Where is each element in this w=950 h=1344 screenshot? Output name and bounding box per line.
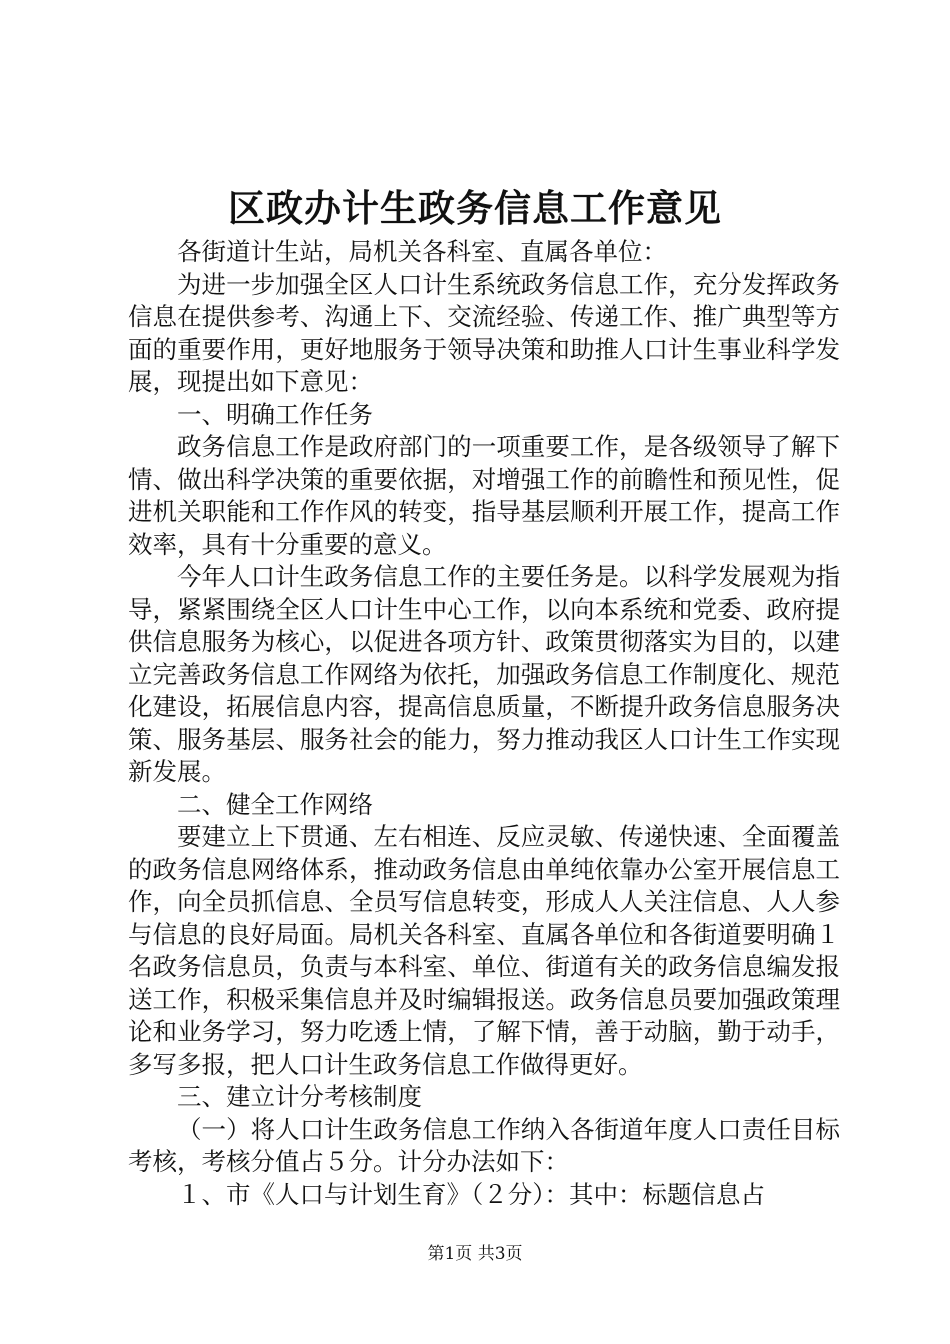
- salutation: 各街道计生站，局机关各科室、直属各单位：: [177, 237, 667, 266]
- section-2-paragraph-1: 要建立上下贯通、左右相连、反应灵敏、传递快速、全面覆盖的政务信息网络体系，推动政务信息由单纯依靠办公室开展信息工作，向全员抓信息、全员写信息转变，形成人人关注信息、人人参与信息的良好局面。局机关各科室、直属各单位和各街道要明确１名政务信息员，负责与本科室、单位、街道有关的政务信息编发报送工作，积极采集信息并及时编辑报送。政务信息员要加强政策理论和业务学习，努力吃透上情，了解下情，善于动脑，勤于动手，多写多报，把人口计生政务信息工作做得更好。: [128, 822, 840, 1079]
- section-3-heading: 三、建立计分考核制度: [177, 1082, 422, 1111]
- document-body: [128, 236, 840, 1211]
- section-1-paragraph-1: 政务信息工作是政府部门的一项重要工作，是各级领导了解下情、做出科学决策的重要依据，对增强工作的前瞻性和预见性，促进机关职能和工作作风的转变，指导基层顺利开展工作，提高工作效率，具有十分重要的意义。: [128, 432, 840, 559]
- section-1-heading: 一、明确工作任务: [177, 399, 373, 429]
- section-3-paragraph-1: （一）将人口计生政务信息工作纳入各街道年度人口责任目标考核，考核分值占５分。计分办法如下：: [128, 1114, 840, 1176]
- intro-paragraph: 为进一步加强全区人口计生系统政务信息工作，充分发挥政务信息在提供参考、沟通上下、交流经验、传递工作、推广典型等方面的重要作用，更好地服务于领导决策和助推人口计生事业科学发展，现提出如下意见：: [128, 269, 840, 396]
- page-footer: 第1页 共3页: [427, 1244, 523, 1264]
- section-1-paragraph-2: 今年人口计生政务信息工作的主要任务是。以科学发展观为指导，紧紧围绕全区人口计生中心工作，以向本系统和党委、政府提供信息服务为核心，以促进各项方针、政策贯彻落实为目的，以建立完善政务信息工作网络为依托，加强政务信息工作制度化、规范化建设，拓展信息内容，提高信息质量，不断提升政务信息服务决策、服务基层、服务社会的能力，努力推动我区人口计生工作实现新发展。: [128, 562, 840, 786]
- document-title: 区政办计生政务信息工作意见: [228, 186, 722, 230]
- section-2-heading: 二、健全工作网络: [177, 789, 373, 819]
- section-3-paragraph-2: １、市《人口与计划生育》（２分）：其中：标题信息占: [177, 1179, 765, 1209]
